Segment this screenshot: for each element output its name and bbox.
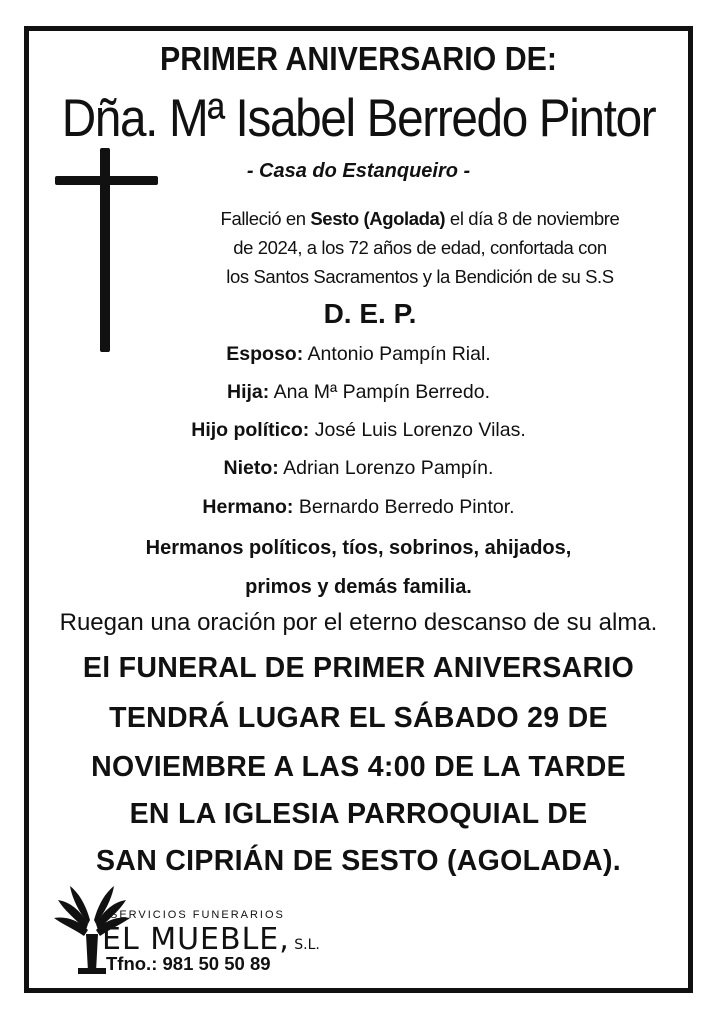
funeral-line-4: EN LA IGLESIA PARROQUIAL DE [129, 798, 588, 830]
relative-line: Hijo político: José Luis Lorenzo Vilas. [191, 419, 526, 441]
services-label: SERVICIOS FUNERARIOS [110, 909, 285, 921]
brand-name: EL MUEBLE, S.L. [102, 922, 320, 957]
funeral-line-2: TENDRÁ LUGAR EL SÁBADO 29 DE [109, 702, 608, 734]
prayer-request: Ruegan una oración por el eterno descanso de su alma. [59, 609, 658, 636]
funeral-line-1: El FUNERAL DE PRIMER ANIVERSARIO [82, 652, 635, 684]
bio-line-2: de 2024, a los 72 años de edad, confortada con [233, 237, 607, 258]
deceased-name: Dña. Mª Isabel Berredo Pintor [61, 89, 656, 148]
bio-line-3: los Santos Sacramentos y la Bendición de su S.S [226, 266, 614, 287]
bio-line-1: Falleció en Sesto (Agolada) el día 8 de noviembre [220, 208, 620, 229]
relative-line: Nieto: Adrian Lorenzo Pampín. [223, 457, 494, 479]
funeral-line-5: SAN CIPRIÁN DE SESTO (AGOLADA). [96, 845, 621, 877]
relative-line: Esposo: Antonio Pampín Rial. [226, 343, 491, 365]
anniversary-heading: PRIMER ANIVERSARIO DE: [160, 40, 557, 77]
phone-number: Tfno.: 981 50 50 89 [106, 953, 271, 974]
relative-line: Hermano: Bernardo Berredo Pintor. [202, 496, 515, 518]
relative-line: Hija: Ana Mª Pampín Berredo. [226, 381, 490, 403]
funeral-line-3: NOVIEMBRE A LAS 4:00 DE LA TARDE [91, 751, 626, 783]
rip-text: D. E. P. [323, 298, 417, 329]
family-line-2: primos y demás familia. [245, 576, 472, 598]
family-line-1: Hermanos políticos, tíos, sobrinos, ahijados, [145, 537, 572, 559]
house-name: - Casa do Estanqueiro - [246, 160, 471, 182]
